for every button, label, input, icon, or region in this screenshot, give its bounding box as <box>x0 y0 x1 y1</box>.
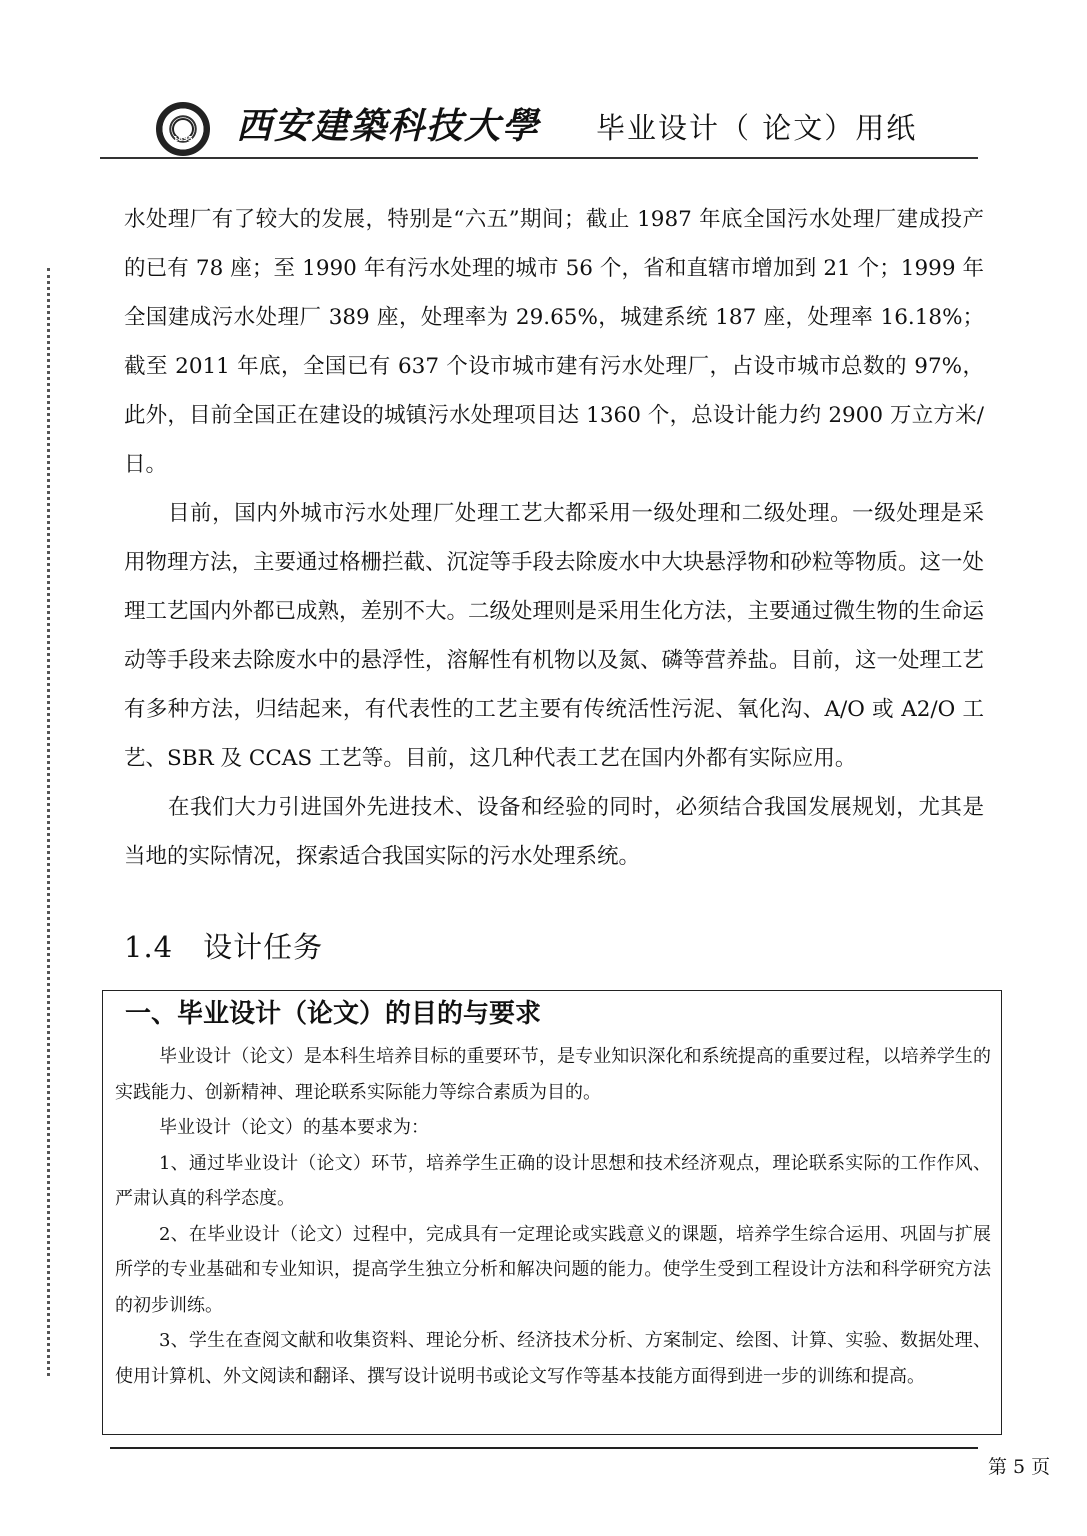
box-paragraph: 毕业设计（论文）的基本要求为： <box>159 1117 429 1138</box>
paper-label: 毕业设计（ 论文）用纸 <box>596 111 918 145</box>
requirements-box <box>102 990 1002 1435</box>
box-paragraph: 2、在毕业设计（论文）过程中，完成具有一定理论或实践意义的课题，培养学生综合运用、巩固与扩展所学的专业基础和专业知识，提高学生独立分析和解决问题的能力。使学生受到工程设计方法和科学研究方法的初步训练。 <box>115 1223 991 1316</box>
box-paragraph: 毕业设计（论文）是本科生培养目标的重要环节，是专业知识深化和系统提高的重要过程，以培养学生的实践能力、创新精神、理论联系实际能力等综合素质为目的。 <box>115 1046 991 1103</box>
page-number: 第 5 页 <box>988 1456 1051 1478</box>
header-divider <box>100 157 978 159</box>
paragraph: 目前，国内外城市污水处理厂处理工艺大都采用一级处理和二级处理。一级处理是采用物理方法，主要通过格栅拦截、沉淀等手段去除废水中大块悬浮物和砂粒等物质。这一处理工艺国内外都已成熟，差别不大。二级处理则是采用生化方法，主要通过微生物的生命运动等手段来去除废水中的悬浮性，溶解性有机物以及氮、磷等营养盐。目前，这一处理工艺有多种方法，归结起来，有代表性的工艺主要有传统活性污泥、氧化沟、A/O 或 A2/O 工艺、SBR 及 CCAS 工艺等。目前，这几种代表工艺在国内外都有实际应用。 <box>124 501 985 771</box>
box-body <box>115 1039 991 1394</box>
page-header <box>100 92 978 158</box>
box-title: 一、毕业设计（论文）的目的与要求 <box>125 999 542 1029</box>
paragraph: 在我们大力引进国外先进技术、设备和经验的同时，必须结合我国发展规划，尤其是当地的实际情况，探索适合我国实际的污水处理系统。 <box>124 795 984 869</box>
footer-divider <box>110 1447 978 1449</box>
box-paragraph: 3、学生在查阅文献和收集资料、理论分析、经济技术分析、方案制定、绘图、计算、实验、数据处理、使用计算机、外文阅读和翻译、撰写设计说明书或论文写作等基本技能方面得到进一步的训练和提高。 <box>115 1330 991 1387</box>
box-paragraph: 1、通过毕业设计（论文）环节，培养学生正确的设计思想和技术经济观点，理论联系实际的工作作风、严肃认真的科学态度。 <box>115 1152 991 1209</box>
seal-year: 1895 <box>173 135 193 143</box>
paragraph: 水处理厂有了较大的发展，特别是“六五”期间；截止 1987 年底全国污水处理厂建成投产的已有 78 座；至 1990 年有污水处理的城市 56 个，省和直辖市增加到 21 个；1999 年全国建成污水处理厂 389 座，处理率为 29.65%，城建系统 187 座，处理率 16.18%；截至 2011 年底，全国已有 637 个设市城市建有污水处理厂，占设市城市总数的 97%，此外，目前全国正在建设的城镇污水处理项目达 1360 个，总设计能力约 2900 万立方米/日。 <box>124 207 984 477</box>
section-title: 设计任务 <box>203 930 324 964</box>
section-heading <box>124 925 323 966</box>
section-number: 1.4 <box>124 930 174 964</box>
university-seal-icon <box>156 102 210 156</box>
binding-margin-line <box>47 268 50 1376</box>
university-name: 西安建築科技大學 <box>236 105 541 147</box>
body-text <box>124 195 984 881</box>
